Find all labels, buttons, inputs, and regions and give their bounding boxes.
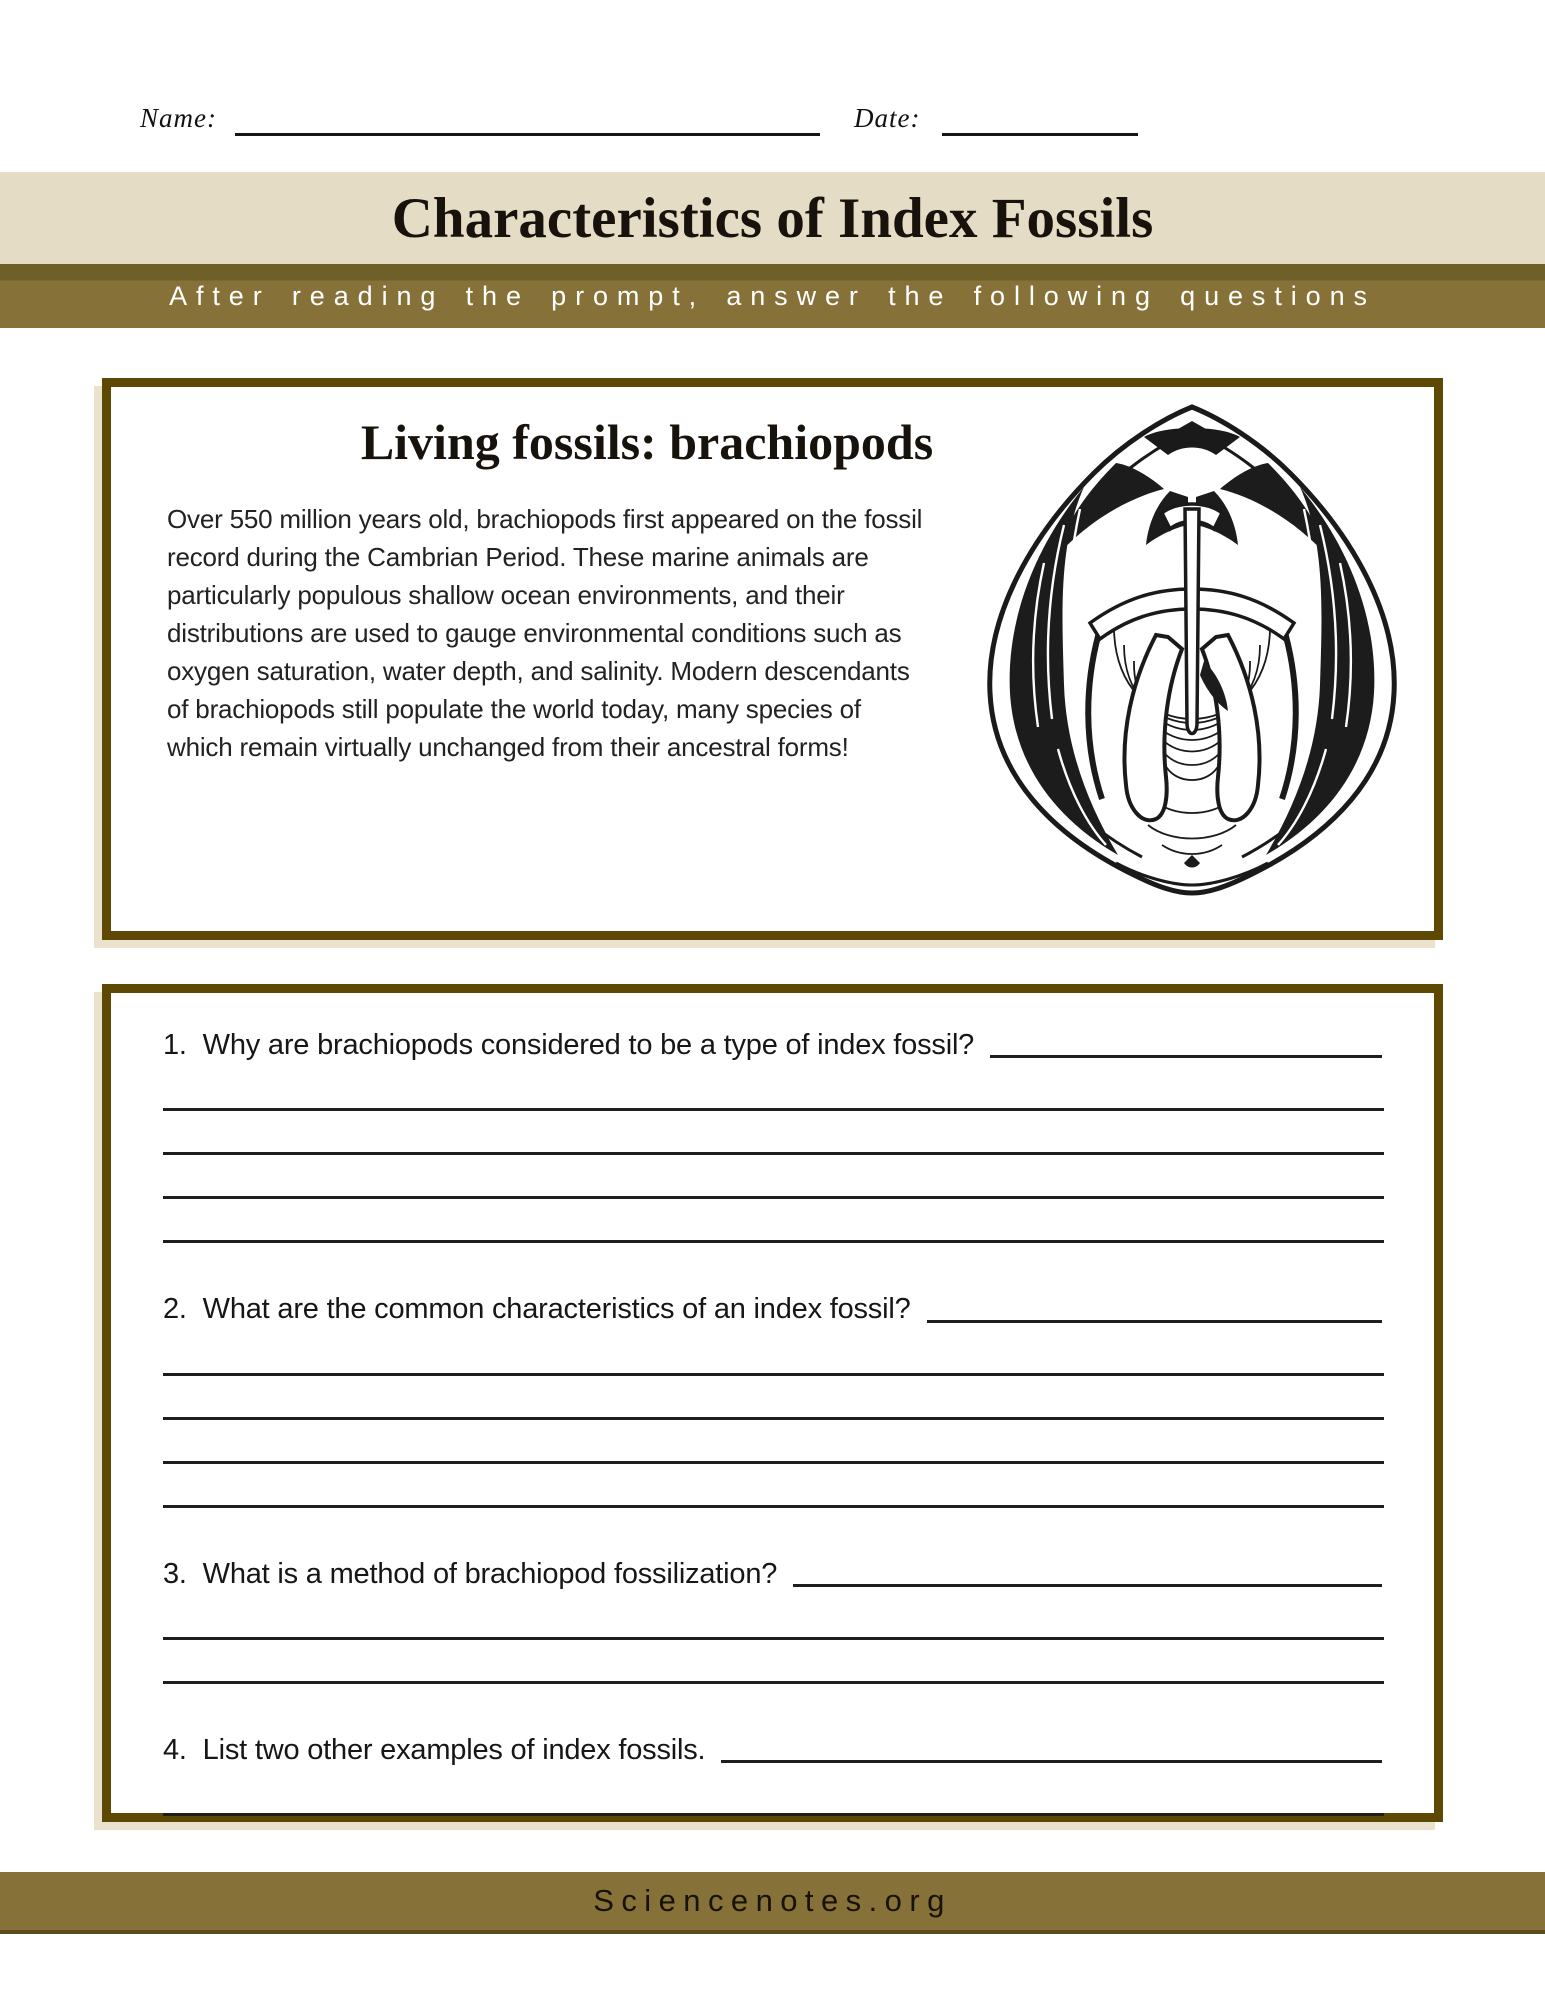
reading-card [102,378,1443,940]
title-band [0,172,1545,264]
footer-band [0,1872,1545,1934]
answer-line[interactable] [163,1111,1384,1155]
answer-line[interactable] [163,1155,1384,1199]
answer-line[interactable] [163,1464,1384,1508]
answer-line[interactable] [163,1199,1384,1243]
question-block [163,1291,1386,1507]
answer-line[interactable] [163,1376,1384,1420]
question-answer-blank[interactable] [927,1313,1382,1323]
answer-line[interactable] [163,1640,1384,1684]
question-number: 2. [163,1293,195,1326]
name-label: Name: [140,103,217,133]
answer-line[interactable] [163,1067,1384,1111]
question-answer-blank[interactable] [990,1048,1382,1058]
question-row [163,1291,1386,1327]
answer-line[interactable] [163,1772,1384,1816]
question-number: 3. [163,1557,195,1590]
question-text [163,1556,777,1592]
question-number: 4. [163,1733,195,1766]
name-date-row [0,0,1545,136]
answer-lines [163,1772,1386,1816]
date-label: Date: [853,103,921,133]
reading-body: Over 550 million years old, brachiopods first appeared on the fossil record during the Cambrian Period. These marine animals are particularly populous shallow ocean environments, and their distributions are used to gauge environmental conditions such as oxygen saturation, water depth, and salinity. Modern descendants of brachiopods still populate the world today, many species of which remain virtually unchanged from their ancestral forms! [167,504,923,762]
question-block [163,1732,1386,1816]
question-text [163,1291,911,1327]
question-answer-blank[interactable] [793,1577,1382,1587]
question-number: 1. [163,1029,195,1061]
question-block [163,1027,1386,1243]
reading-title: Living fossils: brachiopods [360,414,934,470]
question-text [163,1732,705,1768]
question-answer-blank[interactable] [721,1753,1382,1763]
page-title: Characteristics of Index Fossils [391,186,1154,250]
answer-line[interactable] [163,1596,1384,1640]
instruction-text: After reading the prompt, answer the following questions [169,280,1376,311]
date-blank[interactable] [942,106,1138,136]
question-row [163,1732,1386,1768]
brachiopod-illustration [966,393,1418,905]
question-label: What are the common characteristics of an index fossil? [202,1293,911,1326]
answer-line[interactable] [163,1420,1384,1464]
questions-card [102,984,1443,1822]
instruction-band [0,264,1545,328]
question-label: What is a method of brachiopod fossilization? [202,1557,778,1590]
question-row [163,1027,1386,1063]
footer-site-text: Sciencenotes.org [593,1883,952,1918]
answer-lines [163,1332,1386,1508]
question-text [163,1027,974,1063]
question-label: List two other examples of index fossils. [202,1733,706,1766]
answer-lines [163,1067,1386,1243]
question-block [163,1556,1386,1684]
question-row [163,1556,1386,1592]
name-blank[interactable] [235,106,820,136]
answer-line[interactable] [163,1332,1384,1376]
answer-lines [163,1596,1386,1684]
question-label: Why are brachiopods considered to be a type of index fossil? [202,1029,975,1061]
